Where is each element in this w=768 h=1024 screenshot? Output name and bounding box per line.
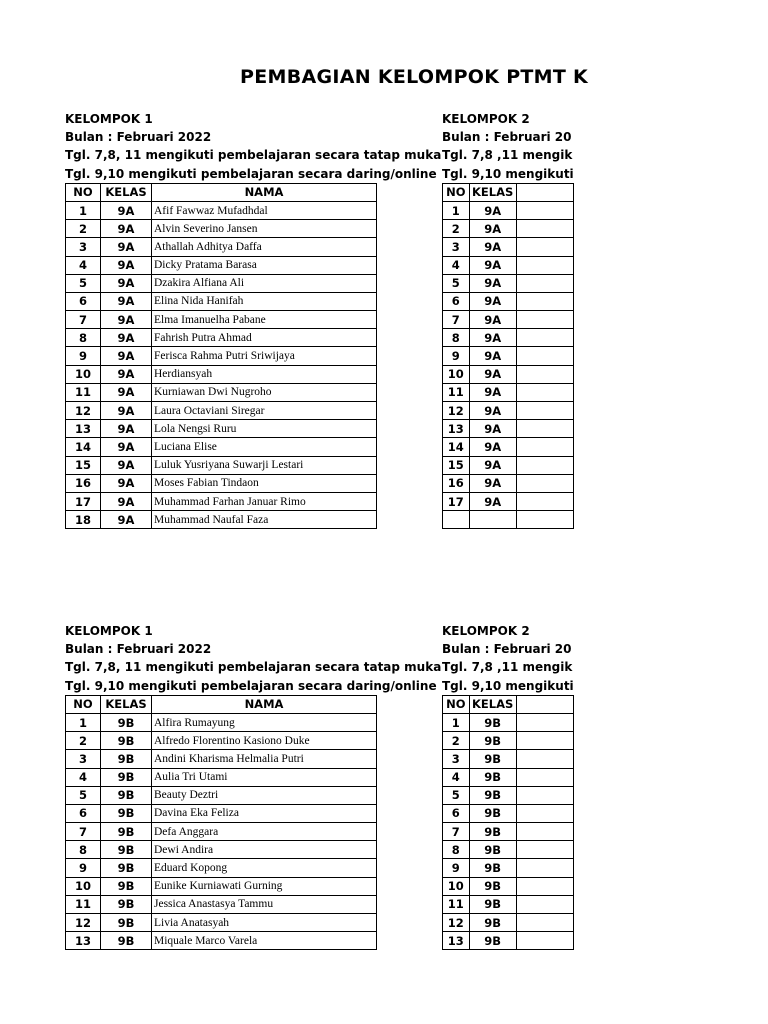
row-class: 9A — [101, 365, 152, 383]
row-class: 9A — [101, 438, 152, 456]
row-number: 3 — [66, 238, 101, 256]
table-row — [443, 402, 574, 420]
table-row — [66, 402, 377, 420]
row-class: 9B — [469, 877, 516, 895]
row-number: 6 — [66, 804, 101, 822]
table-row — [443, 932, 574, 950]
row-name — [516, 438, 573, 456]
row-number: 13 — [66, 932, 101, 950]
table-row — [443, 238, 574, 256]
row-name — [516, 895, 573, 913]
header-no: NO — [66, 695, 101, 713]
student-table — [65, 183, 377, 530]
group-title: KELOMPOK 2 — [442, 624, 530, 638]
table-row — [443, 347, 574, 365]
row-class: 9B — [101, 732, 152, 750]
row-number: 4 — [443, 256, 470, 274]
table-row — [443, 474, 574, 492]
row-class: 9A — [101, 220, 152, 238]
schedule-line-1: Tgl. 7,8 ,11 mengik — [442, 660, 573, 675]
row-name: Elina Nida Hanifah — [152, 292, 377, 310]
table-row — [443, 329, 574, 347]
row-number: 8 — [443, 841, 470, 859]
row-class: 9A — [101, 492, 152, 510]
row-number: 2 — [66, 220, 101, 238]
row-name: Alfira Rumayung — [152, 713, 377, 731]
row-class: 9A — [469, 329, 516, 347]
row-number: 5 — [443, 274, 470, 292]
row-class: 9B — [101, 859, 152, 877]
row-number: 9 — [443, 859, 470, 877]
table-row — [443, 732, 574, 750]
row-class: 9A — [101, 201, 152, 219]
table-row — [66, 274, 377, 292]
row-name: Dzakira Alfiana Ali — [152, 274, 377, 292]
row-number: 12 — [66, 914, 101, 932]
row-number: 12 — [443, 402, 470, 420]
row-name: Dicky Pratama Barasa — [152, 256, 377, 274]
table-row — [66, 841, 377, 859]
row-number: 1 — [66, 713, 101, 731]
row-class: 9A — [469, 420, 516, 438]
row-name — [516, 474, 573, 492]
row-name: Beauty Deztri — [152, 786, 377, 804]
row-name — [516, 859, 573, 877]
row-class: 9A — [469, 292, 516, 310]
row-number: 7 — [66, 311, 101, 329]
row-class: 9B — [469, 768, 516, 786]
row-number: 1 — [66, 201, 101, 219]
row-number: 14 — [66, 438, 101, 456]
table-header-row — [443, 183, 574, 201]
student-table — [442, 183, 574, 530]
row-number: 13 — [443, 932, 470, 950]
row-number: 6 — [443, 292, 470, 310]
row-name — [516, 292, 573, 310]
table-row — [66, 895, 377, 913]
row-number: 3 — [443, 750, 470, 768]
row-class: 9A — [101, 292, 152, 310]
table-row — [66, 914, 377, 932]
row-name — [516, 383, 573, 401]
row-number: 15 — [443, 456, 470, 474]
table-row — [443, 311, 574, 329]
table-row — [443, 877, 574, 895]
row-number: 1 — [443, 201, 470, 219]
row-name: Moses Fabian Tindaon — [152, 474, 377, 492]
row-name: Miquale Marco Varela — [152, 932, 377, 950]
row-number: 5 — [66, 274, 101, 292]
row-number: 8 — [66, 841, 101, 859]
row-name: Kurniawan Dwi Nugroho — [152, 383, 377, 401]
row-name: Muhammad Naufal Faza — [152, 511, 377, 529]
row-class: 9B — [469, 914, 516, 932]
row-number: 6 — [443, 804, 470, 822]
row-number: 1 — [443, 713, 470, 731]
row-number: 10 — [443, 877, 470, 895]
row-number: 16 — [443, 474, 470, 492]
row-number: 7 — [443, 311, 470, 329]
row-name — [516, 402, 573, 420]
table-row — [66, 256, 377, 274]
table-row — [66, 474, 377, 492]
row-name: Eduard Kopong — [152, 859, 377, 877]
table-row — [443, 713, 574, 731]
table-row — [66, 713, 377, 731]
row-class: 9B — [101, 895, 152, 913]
row-number: 4 — [443, 768, 470, 786]
schedule-line-1: Tgl. 7,8, 11 mengikuti pembelajaran secara tatap muka — [65, 148, 442, 163]
row-class: 9A — [101, 238, 152, 256]
row-class — [469, 511, 516, 529]
row-class: 9A — [469, 402, 516, 420]
table-row — [66, 492, 377, 510]
row-name — [516, 492, 573, 510]
table-row — [66, 311, 377, 329]
table-row — [443, 768, 574, 786]
row-class: 9B — [101, 804, 152, 822]
header-no: NO — [443, 695, 470, 713]
row-class: 9A — [469, 238, 516, 256]
row-name — [516, 238, 573, 256]
row-class: 9A — [101, 474, 152, 492]
table-row — [443, 841, 574, 859]
table-header-row — [443, 695, 574, 713]
table-row — [443, 750, 574, 768]
row-class: 9B — [469, 841, 516, 859]
row-number: 8 — [66, 329, 101, 347]
row-class: 9A — [469, 365, 516, 383]
schedule-line-2: Tgl. 9,10 mengikuti pembelajaran secara daring/online — [65, 678, 437, 693]
row-name: Defa Anggara — [152, 823, 377, 841]
table-row — [443, 895, 574, 913]
table-row — [66, 804, 377, 822]
row-number: 3 — [443, 238, 470, 256]
row-class: 9A — [101, 329, 152, 347]
row-number: 9 — [66, 859, 101, 877]
row-class: 9A — [469, 311, 516, 329]
header-nama: NAMA — [152, 183, 377, 201]
table-row — [66, 292, 377, 310]
row-name: Aulia Tri Utami — [152, 768, 377, 786]
group-block — [65, 622, 441, 950]
schedule-line-2: Tgl. 9,10 mengikuti — [442, 678, 574, 693]
table-row — [66, 347, 377, 365]
row-number: 15 — [66, 456, 101, 474]
group-title: KELOMPOK 2 — [442, 112, 530, 126]
row-name — [516, 311, 573, 329]
row-class: 9B — [101, 768, 152, 786]
table-row — [66, 238, 377, 256]
row-number: 2 — [66, 732, 101, 750]
row-name: Athallah Adhitya Daffa — [152, 238, 377, 256]
group-block — [442, 622, 574, 950]
row-class: 9A — [101, 311, 152, 329]
group-title: KELOMPOK 1 — [65, 624, 153, 638]
table-row — [66, 456, 377, 474]
row-class: 9A — [101, 274, 152, 292]
row-name — [516, 823, 573, 841]
row-class: 9A — [469, 201, 516, 219]
row-class: 9A — [469, 383, 516, 401]
row-class: 9B — [469, 713, 516, 731]
row-name — [516, 274, 573, 292]
table-row — [66, 732, 377, 750]
row-number: 5 — [66, 786, 101, 804]
row-name — [516, 347, 573, 365]
row-class: 9A — [469, 256, 516, 274]
row-number — [443, 511, 470, 529]
row-name — [516, 511, 573, 529]
row-number: 11 — [443, 895, 470, 913]
month-label: Bulan : Februari 20 — [442, 642, 572, 657]
table-row — [66, 329, 377, 347]
row-number: 14 — [443, 438, 470, 456]
row-number: 10 — [443, 365, 470, 383]
row-name — [516, 804, 573, 822]
row-number: 5 — [443, 786, 470, 804]
row-name: Davina Eka Feliza — [152, 804, 377, 822]
row-number: 8 — [443, 329, 470, 347]
table-row — [443, 201, 574, 219]
row-class: 9B — [101, 823, 152, 841]
table-row — [66, 859, 377, 877]
student-table — [442, 695, 574, 951]
table-row — [443, 804, 574, 822]
row-name — [516, 732, 573, 750]
table-row — [66, 768, 377, 786]
table-row — [443, 274, 574, 292]
header-nama — [516, 183, 573, 201]
table-row — [66, 823, 377, 841]
row-name — [516, 713, 573, 731]
table-row — [66, 438, 377, 456]
row-class: 9B — [101, 932, 152, 950]
header-kelas: KELAS — [469, 695, 516, 713]
row-number: 2 — [443, 220, 470, 238]
row-number: 7 — [66, 823, 101, 841]
table-row — [443, 292, 574, 310]
table-row — [443, 220, 574, 238]
month-label: Bulan : Februari 2022 — [65, 130, 212, 145]
row-class: 9B — [469, 750, 516, 768]
month-label: Bulan : Februari 20 — [442, 130, 572, 145]
table-row — [66, 220, 377, 238]
row-class: 9A — [101, 347, 152, 365]
row-class: 9B — [469, 786, 516, 804]
table-row — [443, 914, 574, 932]
row-name: Dewi Andira — [152, 841, 377, 859]
row-class: 9A — [101, 420, 152, 438]
page-title: PEMBAGIAN KELOMPOK PTMT K — [240, 66, 589, 88]
row-class: 9A — [469, 347, 516, 365]
row-number: 10 — [66, 365, 101, 383]
row-name — [516, 256, 573, 274]
row-number: 2 — [443, 732, 470, 750]
row-class: 9A — [469, 474, 516, 492]
student-table — [65, 695, 377, 951]
table-row — [443, 492, 574, 510]
row-number: 3 — [66, 750, 101, 768]
schedule-line-2: Tgl. 9,10 mengikuti pembelajaran secara daring/online — [65, 166, 437, 181]
row-number: 13 — [443, 420, 470, 438]
row-name — [516, 456, 573, 474]
row-name — [516, 329, 573, 347]
row-number: 10 — [66, 877, 101, 895]
table-row — [443, 383, 574, 401]
row-class: 9B — [101, 877, 152, 895]
row-name: Ferisca Rahma Putri Sriwijaya — [152, 347, 377, 365]
row-name: Lola Nengsi Ruru — [152, 420, 377, 438]
table-row — [66, 383, 377, 401]
row-number: 4 — [66, 768, 101, 786]
row-number: 16 — [66, 474, 101, 492]
row-name: Alvin Severino Jansen — [152, 220, 377, 238]
row-number: 9 — [443, 347, 470, 365]
row-class: 9B — [101, 914, 152, 932]
row-class: 9A — [469, 438, 516, 456]
header-no: NO — [66, 183, 101, 201]
table-row — [66, 511, 377, 529]
table-row — [66, 786, 377, 804]
row-class: 9A — [469, 456, 516, 474]
row-name: Livia Anatasyah — [152, 914, 377, 932]
group-title: KELOMPOK 1 — [65, 112, 153, 126]
row-name — [516, 768, 573, 786]
table-row — [66, 420, 377, 438]
row-name: Jessica Anastasya Tammu — [152, 895, 377, 913]
row-number: 4 — [66, 256, 101, 274]
table-row — [66, 201, 377, 219]
row-name: Herdiansyah — [152, 365, 377, 383]
row-number: 13 — [66, 420, 101, 438]
header-kelas: KELAS — [469, 183, 516, 201]
row-name: Luciana Elise — [152, 438, 377, 456]
row-class: 9A — [101, 256, 152, 274]
table-row — [443, 420, 574, 438]
row-name: Afif Fawwaz Mufadhdal — [152, 201, 377, 219]
row-number: 11 — [66, 383, 101, 401]
row-class: 9B — [469, 804, 516, 822]
row-number: 9 — [66, 347, 101, 365]
table-header-row — [66, 695, 377, 713]
row-class: 9A — [469, 274, 516, 292]
table-row — [443, 256, 574, 274]
row-class: 9B — [101, 786, 152, 804]
row-class: 9A — [101, 511, 152, 529]
row-class: 9B — [101, 750, 152, 768]
row-name: Eunike Kurniawati Gurning — [152, 877, 377, 895]
row-name: Fahrish Putra Ahmad — [152, 329, 377, 347]
table-row — [66, 877, 377, 895]
table-row — [443, 365, 574, 383]
row-number: 18 — [66, 511, 101, 529]
row-name: Andini Kharisma Helmalia Putri — [152, 750, 377, 768]
row-name — [516, 932, 573, 950]
schedule-line-1: Tgl. 7,8, 11 mengikuti pembelajaran secara tatap muka — [65, 660, 442, 675]
row-class: 9B — [469, 895, 516, 913]
row-number: 12 — [443, 914, 470, 932]
row-class: 9B — [469, 859, 516, 877]
table-row — [443, 511, 574, 529]
row-class: 9B — [101, 841, 152, 859]
header-kelas: KELAS — [101, 183, 152, 201]
row-name — [516, 914, 573, 932]
row-class: 9A — [101, 383, 152, 401]
row-name — [516, 750, 573, 768]
table-header-row — [66, 183, 377, 201]
row-name — [516, 220, 573, 238]
table-row — [443, 823, 574, 841]
row-number: 7 — [443, 823, 470, 841]
header-nama — [516, 695, 573, 713]
header-nama: NAMA — [152, 695, 377, 713]
row-name: Luluk Yusriyana Suwarji Lestari — [152, 456, 377, 474]
row-name: Alfredo Florentino Kasiono Duke — [152, 732, 377, 750]
header-kelas: KELAS — [101, 695, 152, 713]
row-number: 17 — [66, 492, 101, 510]
row-name — [516, 365, 573, 383]
row-class: 9B — [469, 732, 516, 750]
row-number: 17 — [443, 492, 470, 510]
schedule-line-2: Tgl. 9,10 mengikuti — [442, 166, 574, 181]
row-name: Muhammad Farhan Januar Rimo — [152, 492, 377, 510]
row-name: Laura Octaviani Siregar — [152, 402, 377, 420]
row-class: 9A — [101, 456, 152, 474]
row-number: 12 — [66, 402, 101, 420]
row-class: 9A — [469, 220, 516, 238]
row-class: 9A — [469, 492, 516, 510]
row-name — [516, 841, 573, 859]
table-row — [443, 438, 574, 456]
row-number: 11 — [66, 895, 101, 913]
table-row — [66, 750, 377, 768]
row-class: 9B — [469, 932, 516, 950]
table-row — [66, 365, 377, 383]
row-number: 11 — [443, 383, 470, 401]
row-name — [516, 877, 573, 895]
row-name — [516, 420, 573, 438]
table-row — [443, 456, 574, 474]
table-row — [443, 786, 574, 804]
schedule-line-1: Tgl. 7,8 ,11 mengik — [442, 148, 573, 163]
group-block — [65, 110, 441, 529]
table-row — [66, 932, 377, 950]
group-block — [442, 110, 574, 529]
month-label: Bulan : Februari 2022 — [65, 642, 212, 657]
row-name — [516, 786, 573, 804]
row-class: 9B — [469, 823, 516, 841]
row-class: 9B — [101, 713, 152, 731]
table-row — [443, 859, 574, 877]
row-number: 6 — [66, 292, 101, 310]
header-no: NO — [443, 183, 470, 201]
row-name — [516, 201, 573, 219]
row-name: Elma Imanuelha Pabane — [152, 311, 377, 329]
row-class: 9A — [101, 402, 152, 420]
